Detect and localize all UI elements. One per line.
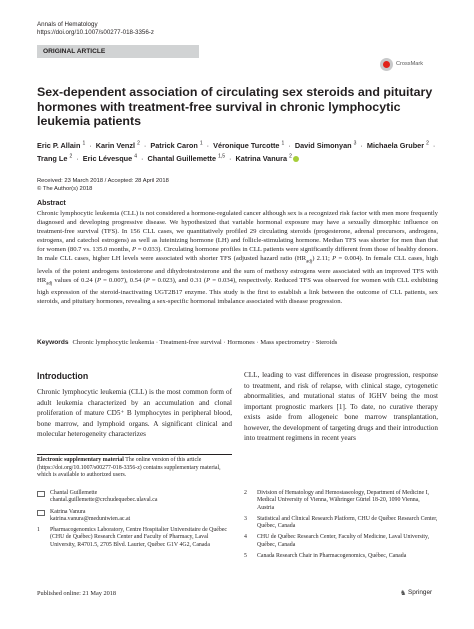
author-name[interactable]: Véronique Turcotte $^1$ (213, 141, 285, 151)
publisher-name: Springer (408, 589, 433, 596)
footnotes-left (37, 490, 232, 553)
keywords-list: Chronic lymphocytic leukemia · Treatment-free survival · Hormones · Mass spectrometry · Steroids (72, 339, 338, 346)
author-affiliation-sup: 1 (199, 141, 203, 147)
author-separator: · (74, 154, 81, 164)
journal-name: Annals of Hematology (37, 21, 98, 28)
author-affiliation-sup: 1,5 (218, 153, 226, 160)
author-affiliation-sup: 3 (353, 141, 357, 147)
author-affiliation-sup: 4 (134, 153, 138, 160)
footnotes-right (244, 490, 438, 564)
introduction-heading: Introduction (37, 371, 89, 381)
envelope-icon (37, 490, 50, 505)
author-name[interactable]: David Simonyan $^3$ (294, 141, 357, 151)
envelope-icon (37, 509, 50, 524)
publisher-logo (400, 589, 432, 596)
introduction-right-column: CLL, leading to vast differences in disease progression, response to treatment, and risk of relapse, with clinical stage, cytogenetic abnormalities, and mutational status of IGHV being the most important prognostic markers [1]. To date, no curative therapy exists aside from allogeneic bone marrow transplantation, however, the development of targeting drugs and their introduction into treatment regimens in recent years (244, 371, 438, 443)
correspondent-email[interactable]: katrina.vanura@meduniwien.ac.at (50, 515, 131, 522)
crossmark-icon (380, 58, 393, 71)
author-separator: · (139, 154, 146, 164)
author-separator: · (141, 141, 149, 151)
author-list (37, 139, 437, 165)
affiliation-number: 1 (37, 527, 40, 534)
affiliation-item (244, 553, 438, 560)
author-separator: · (286, 141, 293, 151)
correspondent-email[interactable]: chantal.guillemette@crchudequebec.ulaval.ca (50, 497, 158, 504)
affiliation-number: 2 (244, 490, 247, 496)
journal-header (37, 21, 154, 37)
correspondent-name: Katrina Vanura (50, 508, 86, 515)
supplementary-label: Electronic supplementary material (37, 457, 124, 463)
article-dates (37, 178, 169, 193)
author-name[interactable]: Katrina Vanura $^2$ (235, 153, 292, 164)
affiliation-item (244, 490, 438, 512)
author-name[interactable]: Michaela Gruber $^2$ (366, 141, 429, 151)
author-affiliation-sup: 1 (82, 141, 86, 147)
author-name[interactable]: Karin Venzl $^2$ (95, 141, 140, 151)
affiliation-text: CHU de Québec Research Center, Faculty of Medicine, Laval University, Québec, Canada (257, 534, 430, 548)
received-accepted-dates: Received: 23 March 2018 / Accepted: 28 April 2018 (37, 178, 169, 184)
article-type-badge: ORIGINAL ARTICLE (37, 45, 199, 58)
author-separator: · (358, 141, 365, 151)
affiliation-item (244, 516, 438, 531)
affiliation-text: Statistical and Clinical Research Platform, CHU de Québec Research Center, Québec, Canada (257, 515, 438, 530)
author-separator: · (430, 141, 436, 151)
affiliation-number: 3 (244, 515, 247, 522)
correspondent-name: Chantal Guillemette (50, 490, 98, 496)
author-affiliation-sup: 1 (281, 141, 285, 147)
keywords-label: Keywords (37, 339, 69, 346)
keywords (37, 338, 438, 347)
supplementary-text: The online version of this article (https://doi.org/10.1007/s00277-018-3356-z) contains supplementary material, which is available to authorized users. (37, 457, 221, 479)
correspondence-entry (37, 509, 232, 524)
copyright-line: © The Author(s) 2018 (37, 185, 93, 192)
doi-link[interactable]: https://doi.org/10.1007/s00277-018-3356-z (37, 29, 154, 36)
affiliation-text: Canada Research Chair in Pharmacogenomics, Québec, Canada (257, 553, 407, 560)
crossmark-label: CrossMark (396, 61, 424, 67)
author-name[interactable]: Eric Lévesque $^4$ (82, 153, 138, 164)
introduction-left-column: Chronic lymphocytic leukemia (CLL) is the most common form of adult leukemia characterized by an accumulation and clonal proliferation of mature CD5⁺ B lymphocytes in peripheral blood, bone marrow, and lymphoid organs. A significant clinical and molecular heterogeneity characterizes (37, 388, 232, 439)
springer-horse-icon: ♞ (400, 590, 407, 597)
author-name[interactable]: Patrick Caron $^1$ (150, 141, 203, 151)
crossmark-badge[interactable] (380, 58, 440, 72)
author-affiliation-sup: 2 (69, 153, 73, 160)
author-separator: · (227, 154, 234, 164)
author-affiliation-sup: 2 (426, 141, 429, 147)
author-separator: · (204, 141, 212, 151)
author-affiliation-sup: 2 (289, 153, 292, 160)
abstract-text: Chronic lymphocytic leukemia (CLL) is not considered a hormone-regulated cancer although sex is a recognized risk factor with men more frequently diagnosed and developing progressive disease. We hypothesized that variable hormonal exposure may have a sexually dimorphic influence on treatment-free survival (TFS). In 156 CLL cases, we quantitatively profiled 29 circulating steroids (progesterone, adrenal precursors, androgens, estrogens, and catechol estrogens) as well as luteinizing hormone (LH) and follicle-stimulating hormone. Median TFS was shorter for men than that for women (80.7 vs. 135.0 months, P = 0.033). Circulating hormone profiles in CLL patients were significantly different from those of healthy donors. In male CLL cases, higher LH levels were associated with shorter TFS (adjusted hazard ratio $(HR_{adj})$ 2.11; P = 0.004). In female CLL cases, high levels of the potent androgens testosterone and dihydrotestosterone and the sum of methoxy estrogens were associated with an improved TFS with $HR_{adj}$ values of 0.24 (P = 0.007), 0.54 (P = 0.023), and 0.31 (P = 0.034), respectively. Reduced TFS was observed for women with CLL exhibiting high expression of the steroid-inactivating UGT2B17 enzyme. This study is the first to establish a link between the outcome of CLL patients, sex steroids, and pituitary hormones, revealing a sex-specific hormonal imbalance associated with disease progression. (37, 210, 439, 306)
affiliation-text: Division of Hematology and Hemostaseology, Department of Medicine I, Medical University of Vienna, Währinger Gürtel 18-20, 1090 Vienna, Austria (257, 490, 429, 511)
published-date: Published online: 21 May 2018 (37, 590, 117, 597)
orcid-icon[interactable] (293, 156, 299, 162)
affiliation-item (37, 527, 232, 549)
author-name[interactable]: Chantal Guillemette $^{1,5}$ (147, 153, 226, 164)
article-title: Sex-dependent association of circulating sex steroids and pituitary hormones with treatment-free survival in chronic lymphocytic leukemia patients (37, 85, 433, 129)
author-name[interactable]: Trang Le $^2$ (37, 153, 73, 164)
correspondence-entry (37, 490, 232, 505)
author-separator: · (87, 141, 94, 151)
affiliation-text: Pharmacogenomics Laboratory, Centre Hospitalier Universitaire de Québec (CHU de Québec) Research Center and Faculty of Pharmacy, Laval University, R4701.5, 2705 Blvd. Laurier, Québec G1V 4G2, Canada (50, 527, 227, 548)
author-name[interactable]: Eric P. Allain $^1$ (37, 141, 86, 151)
affiliation-item (244, 534, 438, 549)
abstract-heading: Abstract (37, 199, 66, 207)
supplementary-note (37, 454, 232, 480)
affiliation-number: 5 (244, 553, 247, 560)
affiliation-number: 4 (244, 534, 247, 541)
author-affiliation-sup: 2 (137, 141, 140, 147)
